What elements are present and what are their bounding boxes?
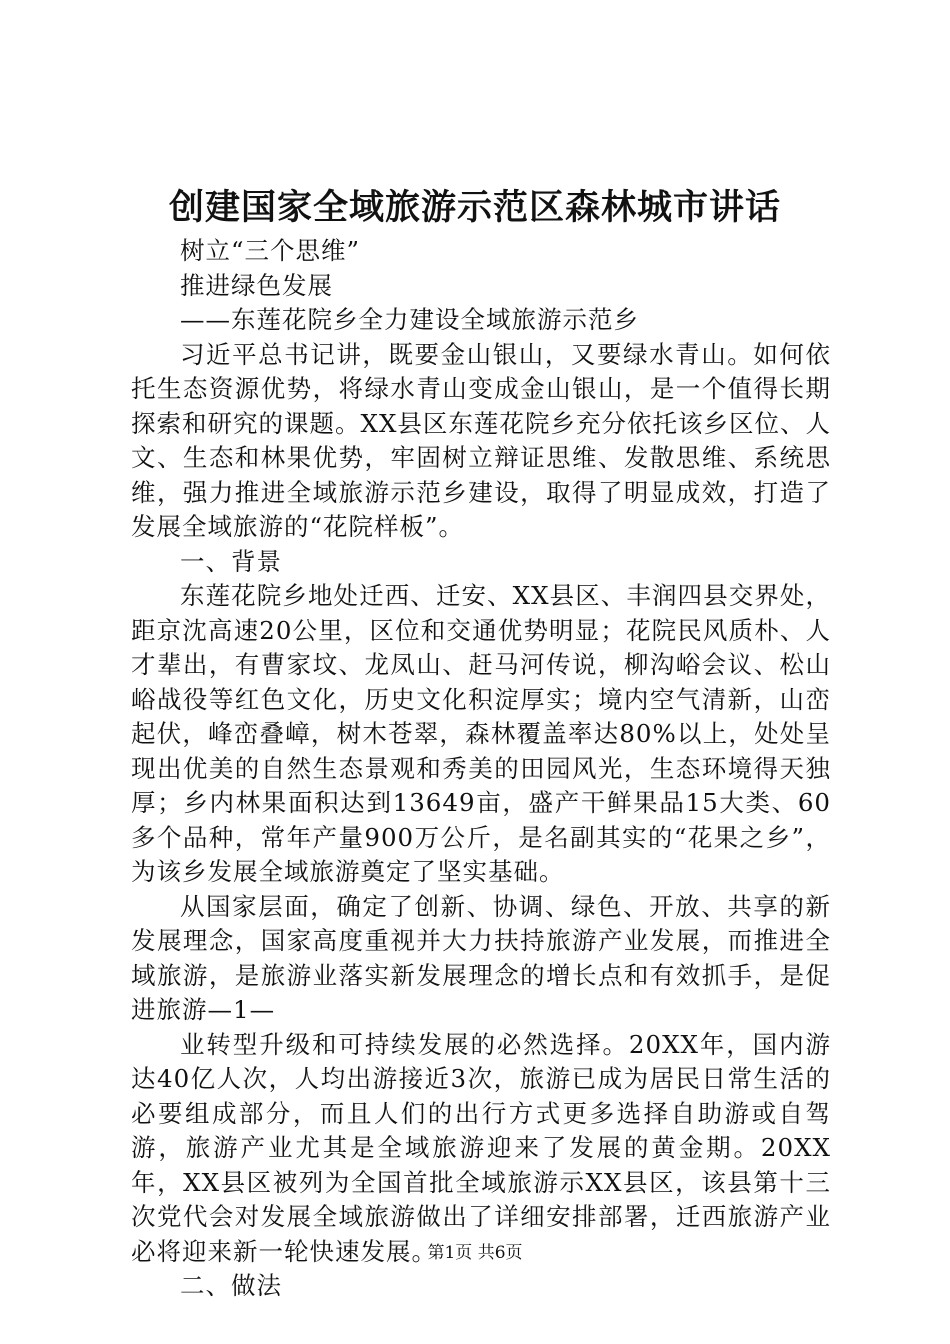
subtitle-line-2: 推进绿色发展 — [180, 270, 333, 300]
section-heading-methods: 二、做法 — [180, 1271, 282, 1300]
subtitle-line-1: 树立“三个思维” — [180, 236, 361, 265]
document-title: 创建国家全域旅游示范区森林城市讲话 — [168, 187, 781, 228]
intro-paragraph: 习近平总书记讲，既要金山银山，又要绿水青山。如何依托生态资源优势，将绿水青山变成金山银山，是一个值得长期探索和研究的课题。XX县区东莲花院乡充分依托该乡区位、人文、生态和林果优势，牢固树立辩证思维、发散思维、系统思维，强力推进全域旅游示范乡建设，取得了明显成效，打造了发展全域旅游的“花院样板”。 — [131, 339, 831, 541]
upgrade-paragraph: 业转型升级和可持续发展的必然选择。20XX年，国内游达40亿人次，人均出游接近3次，旅游已成为居民日常生活的必要组成部分，而且人们的出行方式更多选择自助游或自驾游，旅游产业尤其是全域旅游迎来了发展的黄金期。20XX年，XX县区被列为全国首批全域旅游示XX县区，该县第十三次党代会对发展全域旅游做出了详细安排部署，迁西旅游产业必将迎来新一轮快速发展。 — [131, 1029, 831, 1266]
section-heading-background: 一、背景 — [180, 546, 282, 576]
subtitle-line-3: ——东莲花院乡全力建设全域旅游示范乡 — [180, 305, 639, 334]
national-level-paragraph: 从国家层面，确定了创新、协调、绿色、开放、共享的新发展理念，国家高度重视并大力扶持旅游产业发展，而推进全域旅游，是旅游业落实新发展理念的增长点和有效抓手，是促进旅游—1— — [131, 891, 831, 1024]
page-number-footer: 第1页 共6页 — [427, 1243, 523, 1263]
document-body — [131, 234, 831, 1304]
background-paragraph: 东莲花院乡地处迁西、迁安、XX县区、丰润四县交界处，距京沈高速20公里，区位和交通优势明显；花院民风质朴、人才辈出，有曹家坟、龙凤山、赶马河传说，柳沟峪会议、松山峪战役等红色文化，历史文化积淀厚实；境内空气清新，山峦起伏，峰峦叠嶂，树木苍翠，森林覆盖率达80%以上，处处呈现出优美的自然生态景观和秀美的田园风光，生态环境得天独厚；乡内林果面积达到13649亩，盛产干鲜果品15大类、60多个品种，常年产量900万公斤，是名副其实的“花果之乡”，为该乡发展全域旅游奠定了坚实基础。 — [131, 581, 831, 886]
